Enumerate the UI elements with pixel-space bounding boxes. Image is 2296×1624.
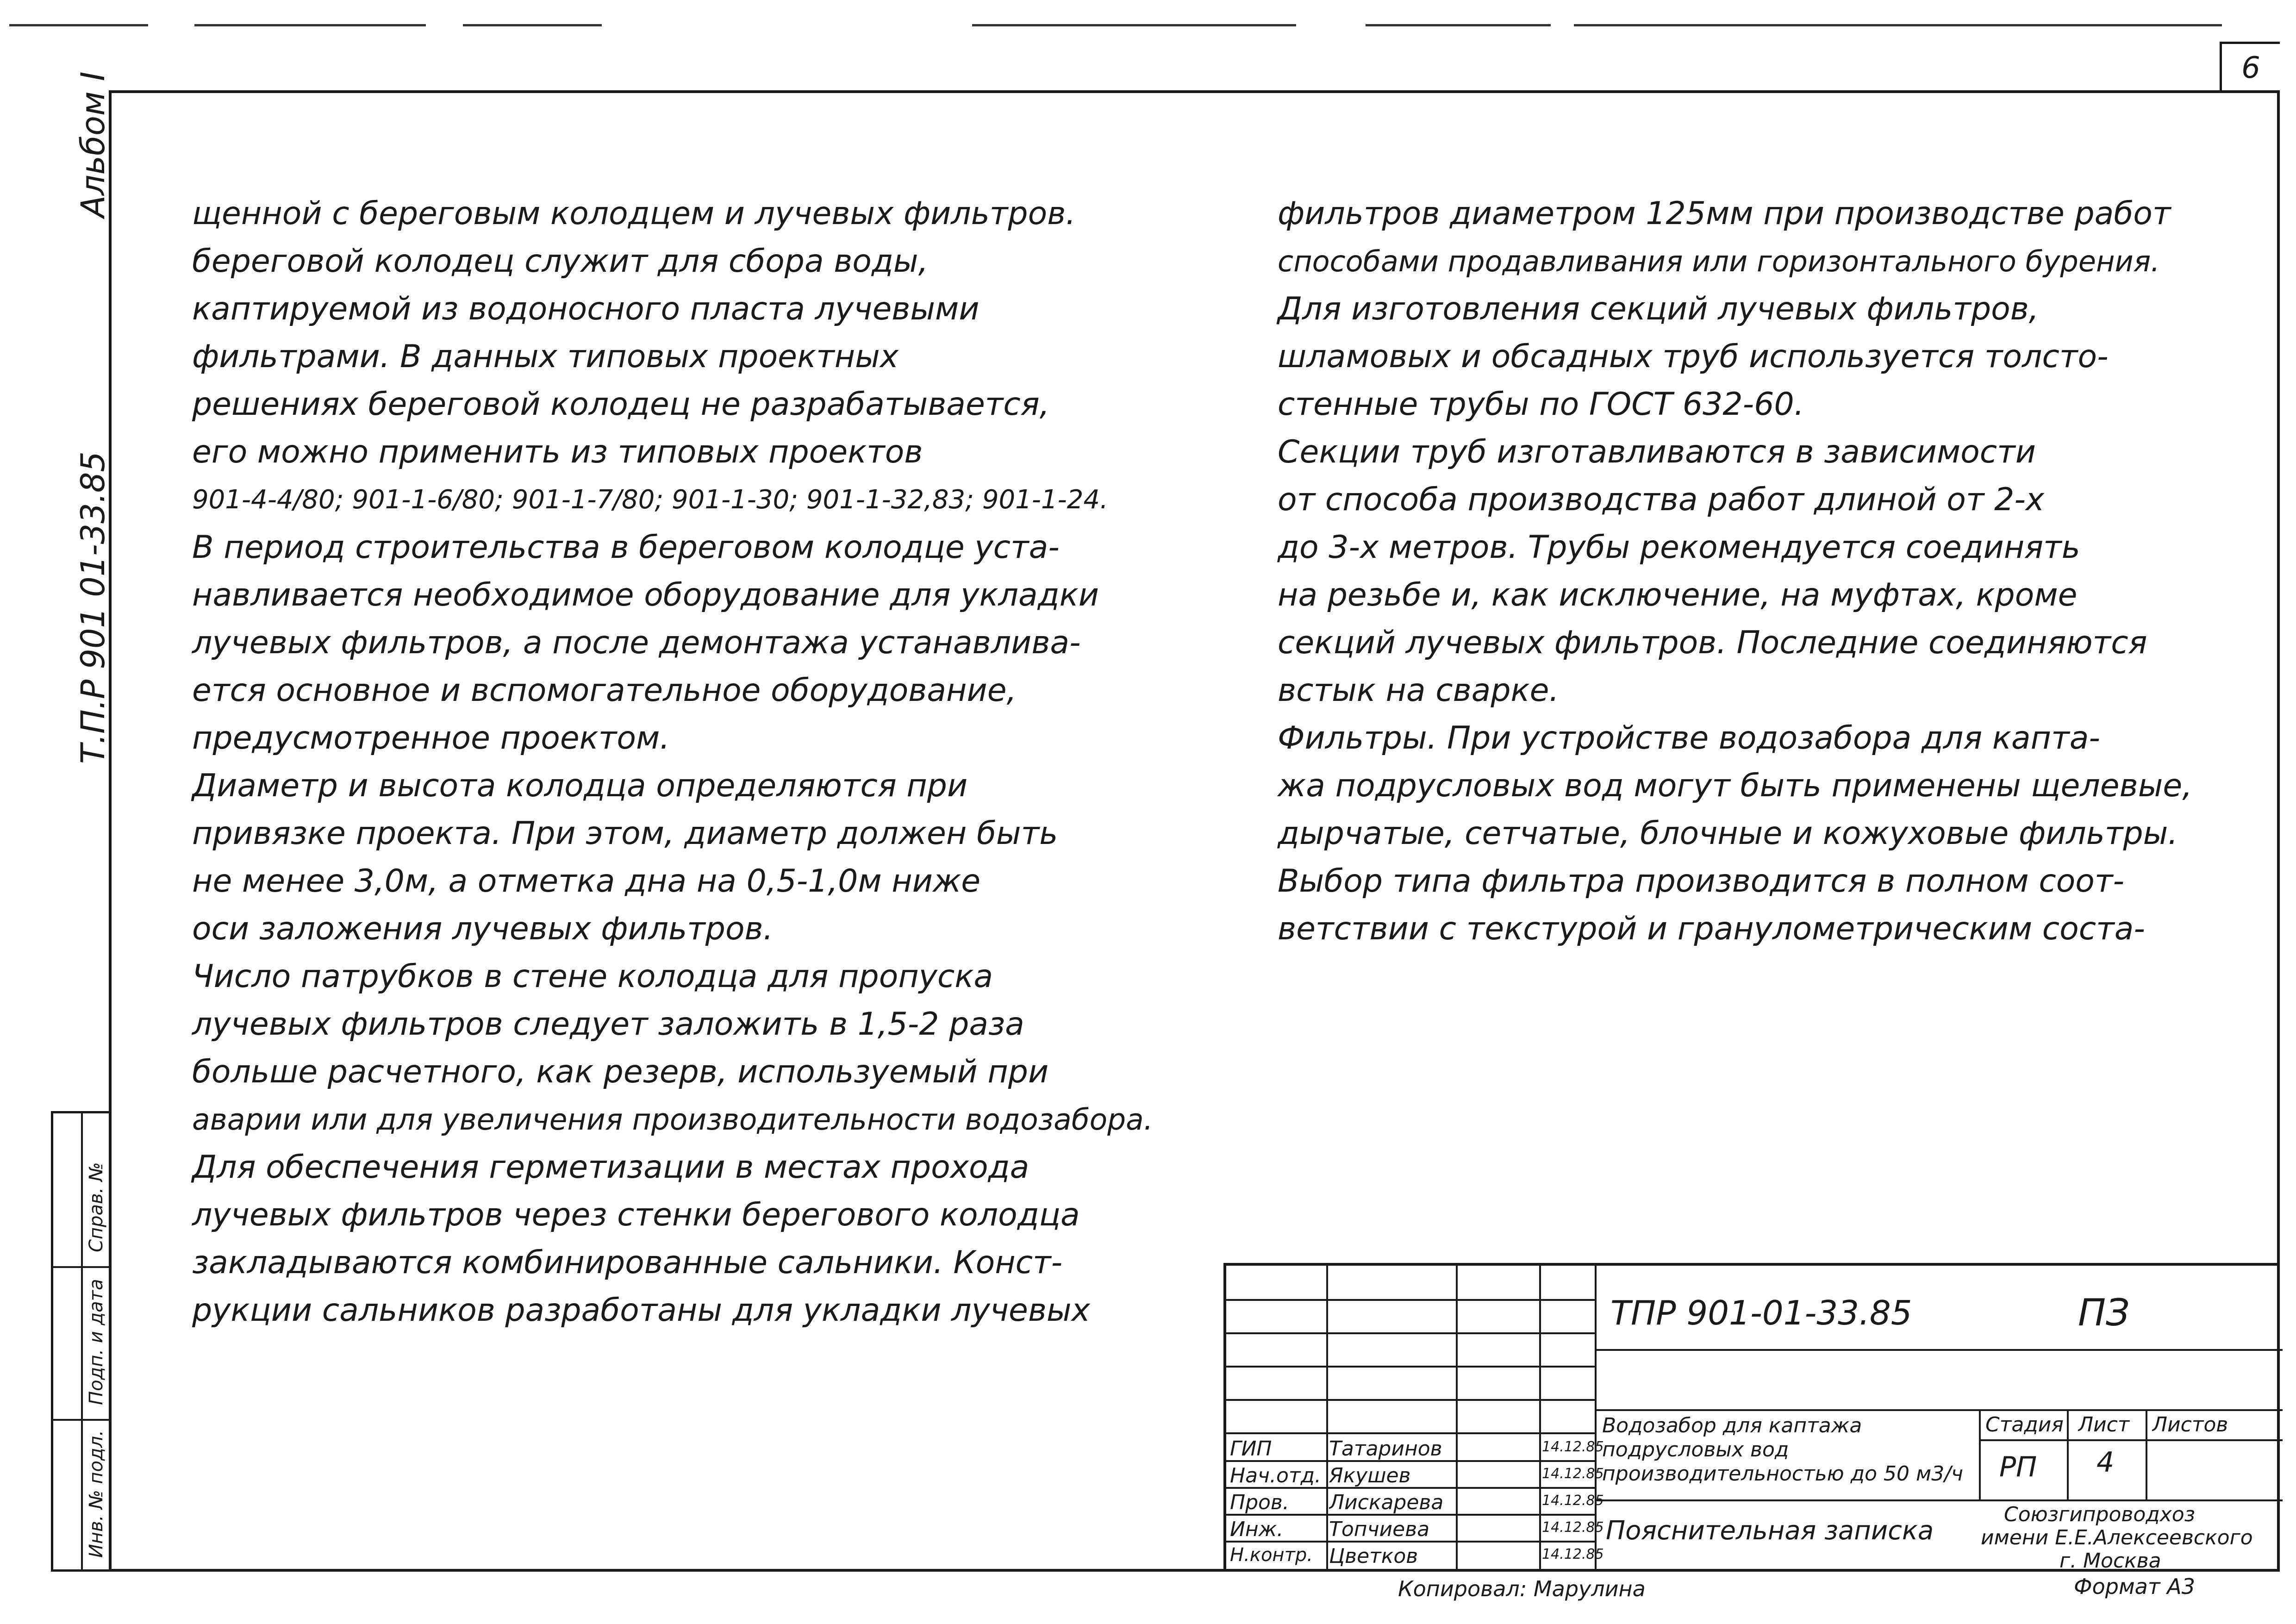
sign-label: Подп. и дата [86, 1279, 107, 1405]
side-doc-code: Т.П.Р 901 01-33.85 [74, 451, 112, 764]
text-line: решениях береговой колодец не разрабатывается, [192, 386, 1050, 423]
text-line: до 3-х метров. Трубы рекомендуется соединять [1278, 529, 2080, 566]
text-line: Для обеспечения герметизации в местах прохода [192, 1149, 1029, 1186]
text-line: больше расчетного, как резерв, используемый при [192, 1054, 1049, 1090]
format-label: Формат А3 [2074, 1574, 2195, 1599]
text-line: Выбор типа фильтра производится в полном соот- [1278, 863, 2125, 899]
sheets-header: Листов [2152, 1413, 2228, 1437]
text-line: жа подрусловых вод могут быть применены щелевые, [1278, 768, 2192, 804]
text-line: Фильтры. При устройстве водозабора для каптa- [1278, 720, 2100, 756]
sig-date: 14.12.85 [1542, 1439, 1604, 1455]
text-line: его можно применить из типовых проектов [192, 434, 923, 470]
sig-name: Топчиева [1329, 1518, 1430, 1541]
title-block [1223, 1263, 2280, 1572]
text-line: закладываются комбинированные сальники. Конст- [192, 1244, 1063, 1281]
org-line: имени Е.Е.Алексеевского [1981, 1526, 2253, 1549]
text-line: от способа производства работ длиной от 2-х [1278, 481, 2045, 518]
text-line: шламовых и обсадных труб используется толсто- [1278, 338, 2109, 375]
text-line: фильтрами. В данных типовых проектных [192, 338, 899, 375]
text-line: встык на сварке. [1278, 672, 1560, 709]
text-line: рукции сальников разработаны для укладки лучевых [192, 1292, 1090, 1329]
stage-value: РП [1999, 1451, 2037, 1483]
top-rule [972, 24, 1296, 26]
sig-date: 14.12.85 [1542, 1546, 1604, 1562]
text-line: щенной с береговым колодцем и лучевых фильтров. [192, 195, 1076, 232]
text-line: стенные трубы по ГОСТ 632-60. [1278, 386, 1804, 423]
text-line: лучевых фильтров, а после демонтажа устанавлива- [192, 625, 1081, 661]
sig-name: Татаринов [1329, 1437, 1442, 1461]
doc-title: Пояснительная записка [1606, 1516, 1934, 1546]
top-rule [1574, 24, 2222, 26]
text-line: Секции труб изготавливаются в зависимости [1278, 434, 2036, 470]
text-line: Число патрубков в стене колодца для пропуска [192, 958, 993, 995]
top-rule [1366, 24, 1551, 26]
sig-role: Инж. [1230, 1518, 1284, 1541]
text-line: не менее 3,0м, а отметка дна на 0,5-1,0м ниже [192, 863, 981, 899]
text-line: привязке проекта. При этом, диаметр должен быть [192, 815, 1058, 852]
text-line: на резьбе и, как исключение, на муфтах, кроме [1278, 577, 2078, 613]
text-line: аварии или для увеличения производительности водозабора. [192, 1103, 1153, 1137]
sheet-value: 4 [2096, 1446, 2115, 1479]
top-rule [463, 24, 602, 26]
text-line: секций лучевых фильтров. Последние соединяются [1278, 625, 2147, 661]
text-line: каптируемой из водоносного пласта лучевыми [192, 291, 980, 327]
left-text-column [192, 190, 1257, 1334]
top-rule [9, 24, 148, 26]
text-line: навливается необходимое оборудование для укладки [192, 577, 1099, 613]
text-line: ветствии с текстурой и гранулометрическим соста- [1278, 911, 2145, 947]
text-line: дырчатые, сетчатые, блочные и кожуховые фильтры. [1278, 815, 2178, 852]
album-label: Альбом I [74, 71, 112, 218]
sig-date: 14.12.85 [1542, 1519, 1604, 1536]
sig-role: Пров. [1230, 1491, 1289, 1514]
sig-date: 14.12.85 [1542, 1493, 1604, 1509]
sig-name: Якушев [1329, 1464, 1411, 1487]
text-line: оси заложения лучевых фильтров. [192, 911, 774, 947]
inv-label: Инв. № подл. [86, 1430, 107, 1558]
text-line: лучевых фильтров через стенки берегового колодца [192, 1197, 1080, 1233]
sig-date: 14.12.85 [1542, 1466, 1604, 1482]
text-line: В период строительства в береговом колодце уста- [192, 529, 1060, 566]
designation: ТПР 901-01-33.85 [1610, 1293, 1912, 1332]
org-line: г. Москва [2059, 1549, 2161, 1573]
top-rule [194, 24, 426, 26]
sig-name: Лискарева [1329, 1491, 1444, 1514]
sig-name: Цветков [1329, 1544, 1418, 1568]
page-number: 6 [2220, 42, 2280, 93]
org-line: Союзгипроводхоз [2004, 1503, 2196, 1526]
text-line: ется основное и вспомогательное оборудование, [192, 672, 1017, 709]
sheet-code: ПЗ [2078, 1291, 2130, 1334]
sig-role: ГИП [1230, 1437, 1272, 1461]
stage-header: Стадия [1985, 1413, 2064, 1437]
text-line: 901-4-4/80; 901-1-6/80; 901-1-7/80; 901-1-30; 901-1-32,83; 901-1-24. [192, 485, 1108, 515]
text-line: фильтров диаметром 125мм при производстве работ [1278, 195, 2171, 232]
right-text-column [1278, 190, 2250, 953]
sig-role: Нач.отд. [1230, 1464, 1321, 1487]
sig-role: Н.контр. [1230, 1544, 1313, 1566]
text-line: Для изготовления секций лучевых фильтров, [1278, 291, 2039, 327]
text-line: способами продавливания или горизонтального бурения. [1278, 244, 2160, 278]
copied-by: Копировал: Марулина [1398, 1576, 1646, 1601]
text-line: Диаметр и высота колодца определяются при [192, 768, 968, 804]
text-line: береговой колодец служит для сбора воды, [192, 243, 929, 280]
text-line: лучевых фильтров следует заложить в 1,5-2 раза [192, 1006, 1024, 1043]
project-title: Водозабор для каптажа подрусловых вод производительностью до 50 м3/ч [1602, 1414, 1964, 1486]
sheet-header: Лист [2078, 1413, 2130, 1437]
text-line: предусмотренное проектом. [192, 720, 670, 756]
ref-label: Справ. № [86, 1162, 107, 1252]
stamp-column [51, 1111, 109, 1572]
